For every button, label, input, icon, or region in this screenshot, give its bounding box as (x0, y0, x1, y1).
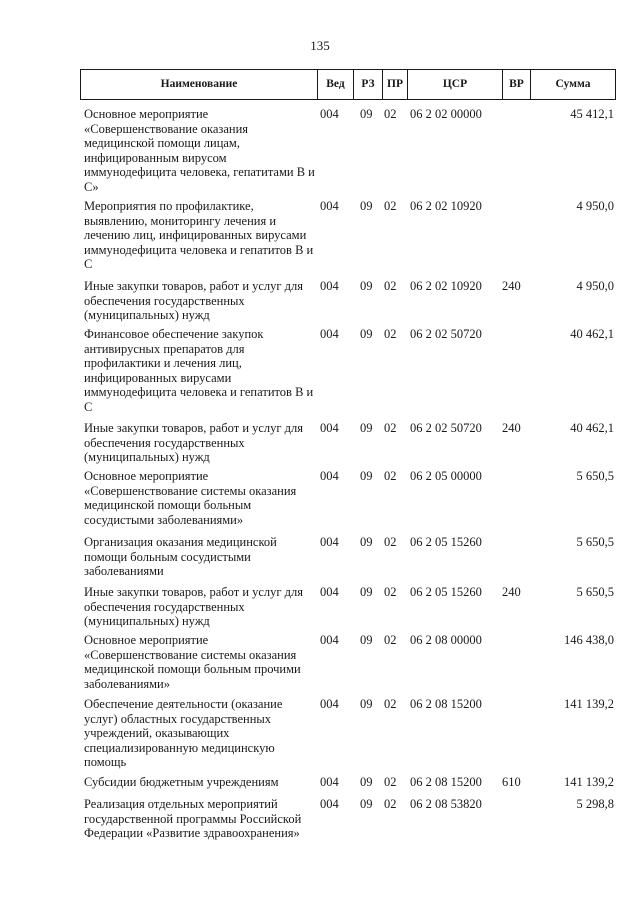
cell-vr: 240 (502, 279, 521, 293)
cell-pr: 02 (384, 107, 397, 121)
cell-name: Обеспечение деятельности (оказание услуг) областных государственных учреждений, оказывающих специализированную медицинскую помощь (84, 697, 283, 770)
cell-name: Финансовое обеспечение закупок антивирусных препаратов для профилактики и лечения лиц, инфицированных вирусами иммунодефицита человека и гепатитов В и С (84, 327, 314, 414)
cell-ved: 004 (320, 697, 339, 711)
table-row (80, 535, 616, 585)
cell-name: Мероприятия по профилактике, выявлению, мониторингу лечения и лечению лиц, инфицированных вирусами иммунодефицита человека и гепатитов В и С (84, 199, 314, 272)
table-row (80, 327, 616, 421)
header-rz: РЗ (353, 70, 382, 99)
cell-pr: 02 (384, 421, 397, 435)
cell-sum: 4 950,0 (576, 199, 614, 213)
header-csr: ЦСР (407, 70, 502, 99)
cell-rz: 09 (360, 199, 373, 213)
cell-rz: 09 (360, 535, 373, 549)
header-pr: ПР (382, 70, 407, 99)
header-ved: Вед (317, 70, 353, 99)
cell-name: Основное мероприятие «Совершенствование оказания медицинской помощи лицам, инфицированным вирусом иммунодефицита человека, гепатитами В и С» (84, 107, 315, 194)
cell-csr: 06 2 02 00000 (410, 107, 482, 121)
cell-sum: 40 462,1 (570, 327, 614, 341)
cell-csr: 06 2 08 15200 (410, 697, 482, 711)
cell-pr: 02 (384, 469, 397, 483)
cell-csr: 06 2 02 50720 (410, 327, 482, 341)
cell-sum: 5 650,5 (576, 469, 614, 483)
cell-ved: 004 (320, 535, 339, 549)
cell-name: Основное мероприятие «Совершенствование системы оказания медицинской помощи больным прочими заболеваниями» (84, 633, 301, 691)
cell-sum: 146 438,0 (564, 633, 614, 647)
cell-sum: 141 139,2 (564, 697, 614, 711)
table-row (80, 585, 616, 633)
cell-rz: 09 (360, 279, 373, 293)
cell-ved: 004 (320, 469, 339, 483)
cell-name: Субсидии бюджетным учреждениям (84, 775, 279, 789)
cell-name: Основное мероприятие «Совершенствование системы оказания медицинской помощи больным сосудистыми заболеваниями» (84, 469, 297, 527)
cell-pr: 02 (384, 797, 397, 811)
cell-ved: 004 (320, 327, 339, 341)
cell-rz: 09 (360, 797, 373, 811)
cell-sum: 141 139,2 (564, 775, 614, 789)
cell-name: Иные закупки товаров, работ и услуг для обеспечения государственных (муниципальных) нужд (84, 279, 304, 323)
header-name: Наименование (160, 78, 238, 90)
cell-pr: 02 (384, 697, 397, 711)
cell-rz: 09 (360, 697, 373, 711)
cell-rz: 09 (360, 585, 373, 599)
cell-ved: 004 (320, 107, 339, 121)
cell-sum: 5 650,5 (576, 585, 614, 599)
cell-pr: 02 (384, 633, 397, 647)
cell-rz: 09 (360, 775, 373, 789)
header-sum: Сумма (530, 70, 615, 99)
table-header (80, 69, 616, 100)
cell-csr: 06 2 08 53820 (410, 797, 482, 811)
cell-pr: 02 (384, 327, 397, 341)
cell-ved: 004 (320, 797, 339, 811)
cell-vr: 240 (502, 421, 521, 435)
cell-csr: 06 2 02 50720 (410, 421, 482, 435)
cell-ved: 004 (320, 421, 339, 435)
cell-csr: 06 2 08 00000 (410, 633, 482, 647)
header-vr: ВР (502, 70, 530, 99)
cell-rz: 09 (360, 107, 373, 121)
table-row (80, 775, 616, 797)
cell-vr: 610 (502, 775, 521, 789)
budget-table (80, 69, 616, 841)
cell-sum: 5 298,8 (576, 797, 614, 811)
cell-rz: 09 (360, 633, 373, 647)
table-row (80, 633, 616, 697)
cell-sum: 4 950,0 (576, 279, 614, 293)
table-row (80, 279, 616, 327)
cell-rz: 09 (360, 327, 373, 341)
cell-csr: 06 2 02 10920 (410, 279, 482, 293)
cell-ved: 004 (320, 279, 339, 293)
cell-sum: 5 650,5 (576, 535, 614, 549)
cell-name: Организация оказания медицинской помощи больным сосудистыми заболеваниями (84, 535, 277, 579)
cell-pr: 02 (384, 199, 397, 213)
page-number: 135 (310, 38, 330, 53)
cell-rz: 09 (360, 469, 373, 483)
cell-csr: 06 2 02 10920 (410, 199, 482, 213)
table-row (80, 199, 616, 279)
cell-ved: 004 (320, 585, 339, 599)
cell-pr: 02 (384, 585, 397, 599)
table-row (80, 421, 616, 469)
cell-name: Реализация отдельных мероприятий государственной программы Российской Федерации «Развитие здравоохранения» (84, 797, 302, 841)
table-row (80, 469, 616, 535)
table-row (80, 107, 616, 199)
cell-pr: 02 (384, 279, 397, 293)
table-row (80, 797, 616, 857)
cell-sum: 40 462,1 (570, 421, 614, 435)
cell-csr: 06 2 08 15200 (410, 775, 482, 789)
cell-ved: 004 (320, 775, 339, 789)
cell-ved: 004 (320, 199, 339, 213)
cell-pr: 02 (384, 775, 397, 789)
cell-name: Иные закупки товаров, работ и услуг для обеспечения государственных (муниципальных) нужд (84, 585, 304, 629)
cell-ved: 004 (320, 633, 339, 647)
cell-csr: 06 2 05 00000 (410, 469, 482, 483)
table-row (80, 697, 616, 775)
cell-vr: 240 (502, 585, 521, 599)
cell-csr: 06 2 05 15260 (410, 535, 482, 549)
cell-pr: 02 (384, 535, 397, 549)
cell-sum: 45 412,1 (570, 107, 614, 121)
cell-name: Иные закупки товаров, работ и услуг для обеспечения государственных (муниципальных) нужд (84, 421, 304, 465)
cell-csr: 06 2 05 15260 (410, 585, 482, 599)
cell-rz: 09 (360, 421, 373, 435)
